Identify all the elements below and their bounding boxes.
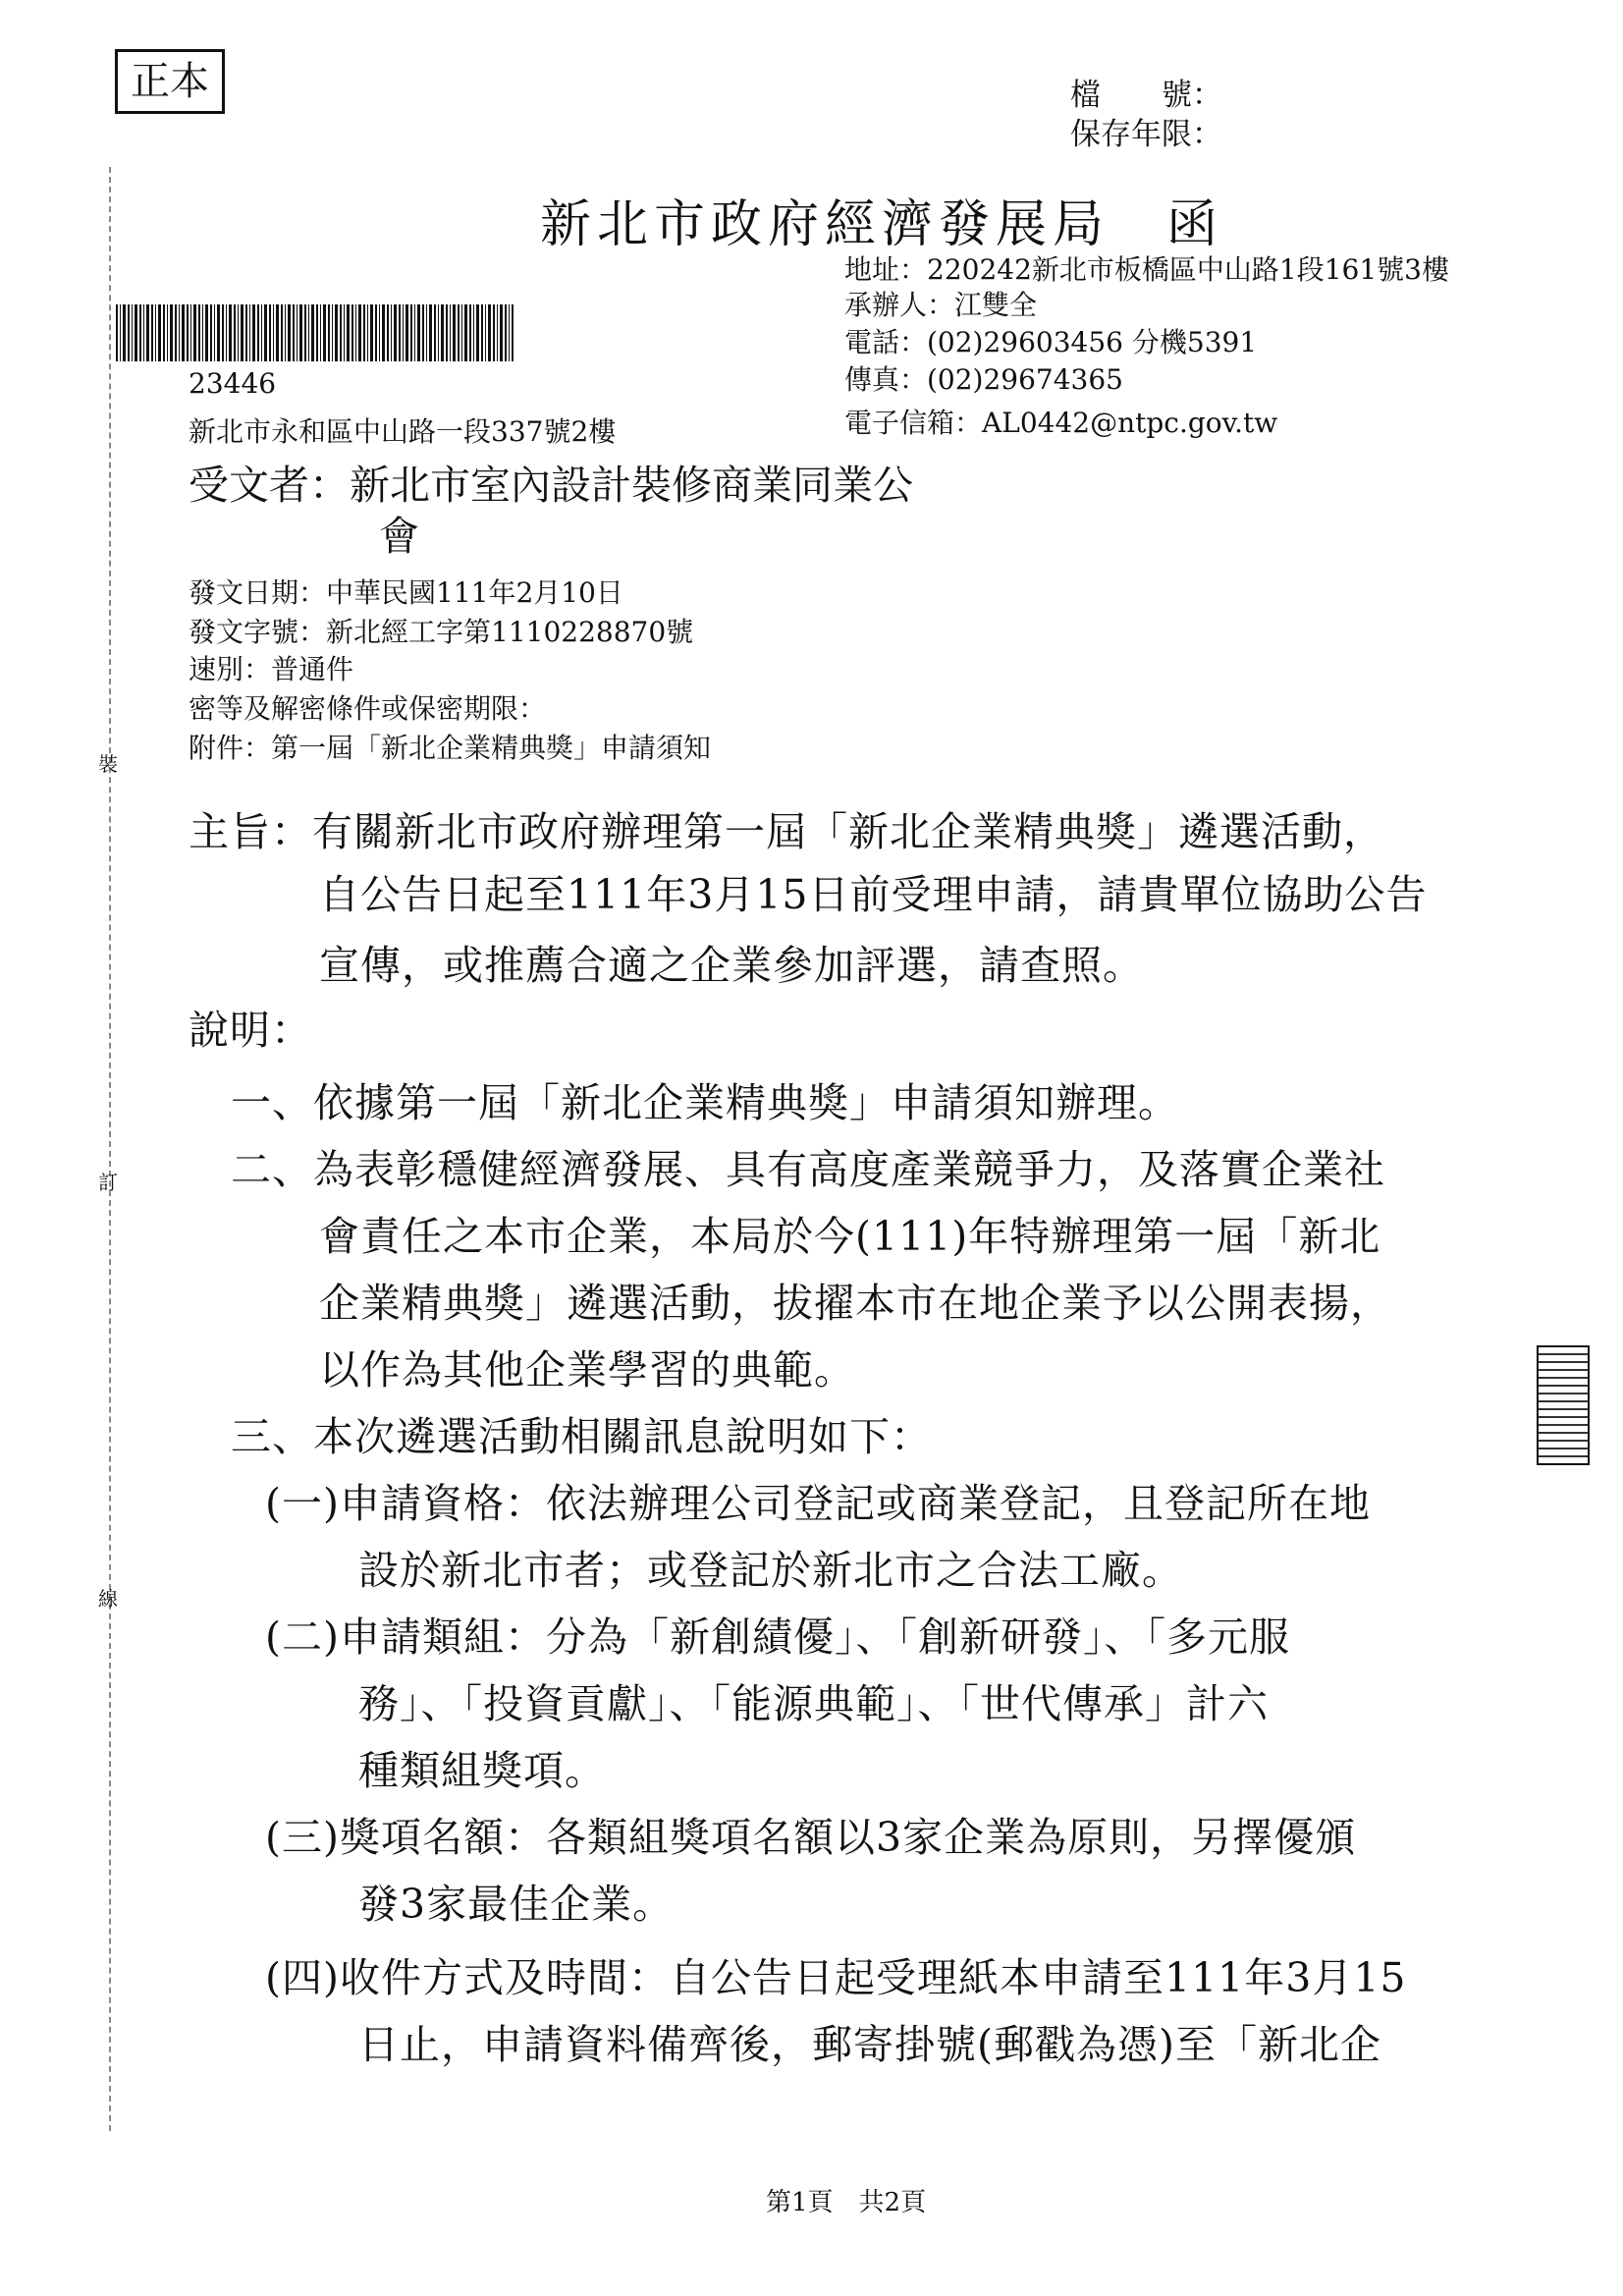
explanation-item: 企業精典獎」遴選活動，拔擢本市在地企業予以公開表揚， — [319, 1280, 1391, 1327]
subject-line-2: 自公告日起至111年3月15日前受理申請，請貴單位協助公告 — [319, 871, 1428, 918]
receiver-line-2: 會 — [379, 513, 419, 560]
mail-barcode — [116, 304, 514, 361]
recipient-zip-code: 23446 — [189, 367, 277, 400]
page-footer: 第1頁 共2頁 — [766, 2188, 927, 2217]
explanation-item: (一)申請資格：依法辦理公司登記或商業登記，且登記所在地 — [265, 1480, 1371, 1527]
subject-line-3: 宣傳，或推薦合適之企業參加評選，請查照。 — [319, 942, 1144, 989]
binding-mark-line: 線 — [98, 1587, 118, 1611]
explanation-item: (四)收件方式及時間：自公告日起受理紙本申請至111年3月15 — [265, 1954, 1407, 2001]
explanation-item: 三、本次遴選活動相關訊息說明如下： — [231, 1413, 932, 1460]
document-title: 新北市政府經濟發展局 函 — [540, 195, 1224, 254]
explanation-item: (三)獎項名額：各類組獎項名額以3家企業為原則，另擇優頒 — [265, 1814, 1357, 1861]
binding-mark-bind: 裝 — [98, 752, 118, 776]
contact-email: 電子信箱：AL0442@ntpc.gov.tw — [844, 407, 1278, 439]
explanation-item: 以作為其他企業學習的典範。 — [319, 1346, 855, 1394]
explanation-item: 發3家最佳企業。 — [358, 1881, 675, 1928]
contact-handler: 承辦人：江雙全 — [844, 289, 1038, 321]
binding-margin-line — [109, 167, 111, 2131]
issue-number: 發文字號：新北經工字第1110228870號 — [189, 616, 694, 648]
file-number-label: 檔 號： — [1070, 78, 1222, 113]
original-copy-stamp: 正本 — [115, 49, 225, 114]
recipient-address: 新北市永和區中山路一段337號2樓 — [189, 415, 617, 448]
contact-phone: 電話：(02)29603456 分機5391 — [844, 326, 1258, 358]
delivery-speed: 速別：普通件 — [189, 653, 354, 685]
explanation-item: 一、依據第一屆「新北企業精典獎」申請須知辦理。 — [231, 1079, 1179, 1126]
contact-fax: 傳真：(02)29674365 — [844, 363, 1123, 396]
contact-address: 地址：220242新北市板橋區中山路1段161號3樓 — [844, 253, 1449, 286]
explanation-item: 會責任之本市企業，本局於今(111)年特辦理第一屆「新北 — [319, 1213, 1381, 1260]
receiver-line-1: 受文者：新北市室內設計裝修商業同業公 — [189, 462, 913, 509]
explanation-item: 務」、「投資貢獻」、「能源典範」、「世代傳承」計六 — [358, 1680, 1269, 1727]
issue-date: 發文日期：中華民國111年2月10日 — [189, 576, 623, 609]
explanation-item: 二、為表彰穩健經濟發展、具有高度產業競爭力，及落實企業社 — [231, 1146, 1385, 1193]
explanation-item: 種類組獎項。 — [358, 1747, 606, 1794]
explanation-item: 日止，申請資料備齊後，郵寄掛號(郵戳為憑)至「新北企 — [358, 2021, 1381, 2068]
binding-mark-staple: 訂 — [98, 1171, 118, 1194]
attachment-note: 附件：第一屆「新北企業精典獎」申請須知 — [189, 732, 712, 764]
secrecy-level: 密等及解密條件或保密期限： — [189, 692, 547, 725]
explanation-item: (二)申請類組：分為「新創績優」、「創新研發」、「多元服 — [265, 1613, 1290, 1661]
explanation-label: 說明： — [189, 1007, 312, 1054]
explanation-item: 設於新北市者；或登記於新北市之合法工廠。 — [358, 1547, 1183, 1594]
subject-line-1: 主旨：有關新北市政府辦理第一屆「新北企業精典獎」遴選活動， — [189, 808, 1384, 855]
official-seal-stamp — [1537, 1345, 1590, 1465]
retention-period-label: 保存年限： — [1070, 117, 1222, 152]
